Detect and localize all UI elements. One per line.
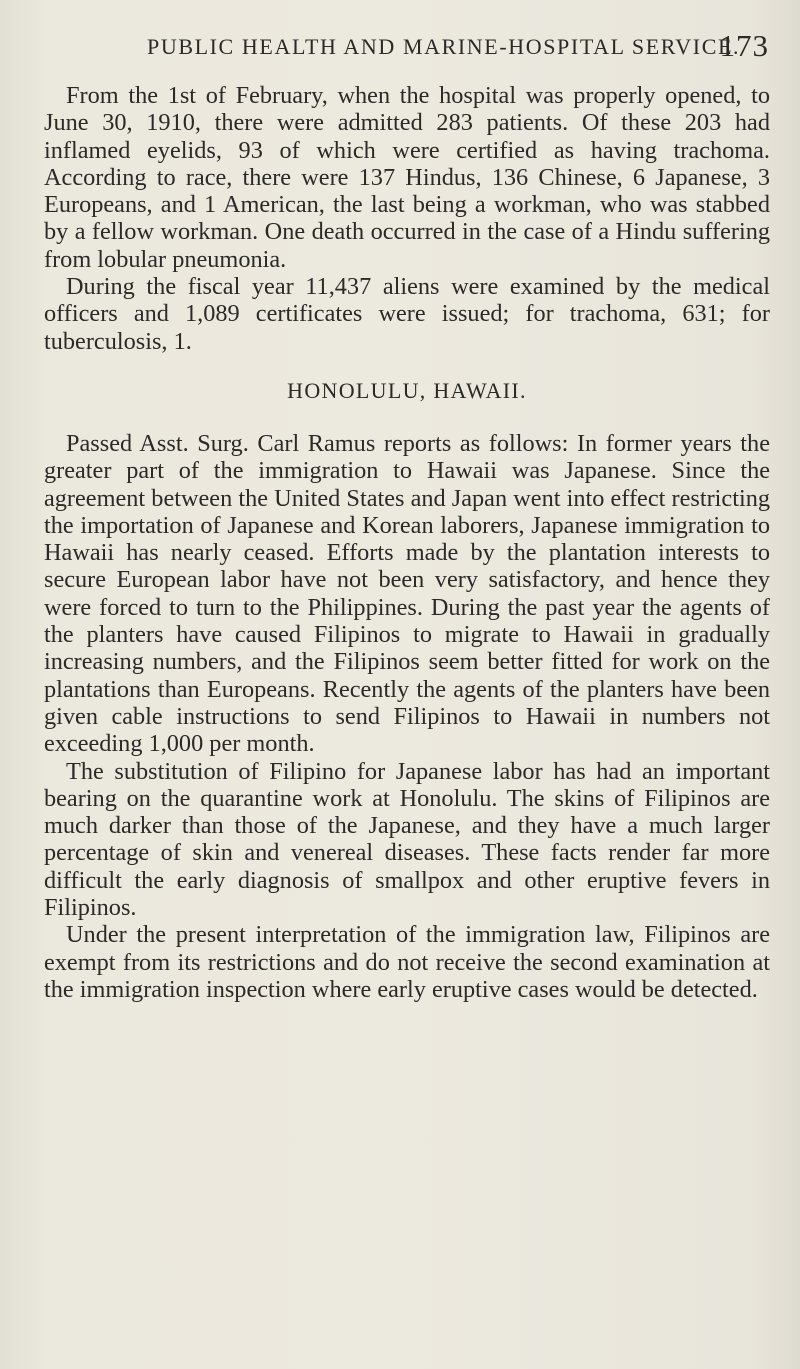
- running-title: PUBLIC HEALTH AND MARINE-HOSPITAL SERVICE.: [147, 34, 741, 59]
- paragraph: Under the present interpretation of the immigration law, Filipinos are exempt from its restrictions and do not receive the second examination at the immigration inspection where early eruptive cases would be detected.: [44, 921, 770, 1003]
- body-text: [44, 82, 770, 1003]
- page-number: 173: [719, 28, 769, 63]
- running-head: [147, 28, 769, 68]
- paragraph: The substitution of Filipino for Japanese labor has had an important bearing on the quarantine work at Honolulu. The skins of Filipinos are much darker than those of the Japanese, and they have a much larger percentage of skin and venereal diseases. These facts render far more difficult the early diagnosis of smallpox and other eruptive fevers in Filipinos.: [44, 757, 770, 922]
- paragraph: From the 1st of February, when the hospital was properly opened, to June 30, 1910, there were admitted 283 patients. Of these 203 had inflamed eyelids, 93 of which were certified as having trachoma. According to race, there were 137 Hindus, 136 Chinese, 6 Japanese, 3 Europeans, and 1 American, the last being a workman, who was stabbed by a fellow workman. One death occurred in the case of a Hindu suffering from lobular pneumonia.: [44, 82, 770, 273]
- paragraph: During the fiscal year 11,437 aliens were examined by the medical officers and 1,089 certificates were issued; for trachoma, 631; for tuberculosis, 1.: [44, 273, 770, 355]
- section-heading: HONOLULU, HAWAII.: [287, 377, 527, 403]
- paragraph: Passed Asst. Surg. Carl Ramus reports as follows: In former years the greater part of the immigration to Hawaii was Japanese. Since the agreement between the United States and Japan went into effect restricting the importation of Japanese and Korean laborers, Japanese immigration to Hawaii has nearly ceased. Efforts made by the plantation interests to secure European labor have not been very satisfactory, and hence they were forced to turn to the Philippines. During the past year the agents of the planters have caused Filipinos to migrate to Hawaii in gradually increasing numbers, and the Filipinos seem better fitted for work on the plantations than Europeans. Recently the agents of the planters have been given cable instructions to send Filipinos to Hawaii in numbers not exceeding 1,000 per month.: [44, 429, 770, 758]
